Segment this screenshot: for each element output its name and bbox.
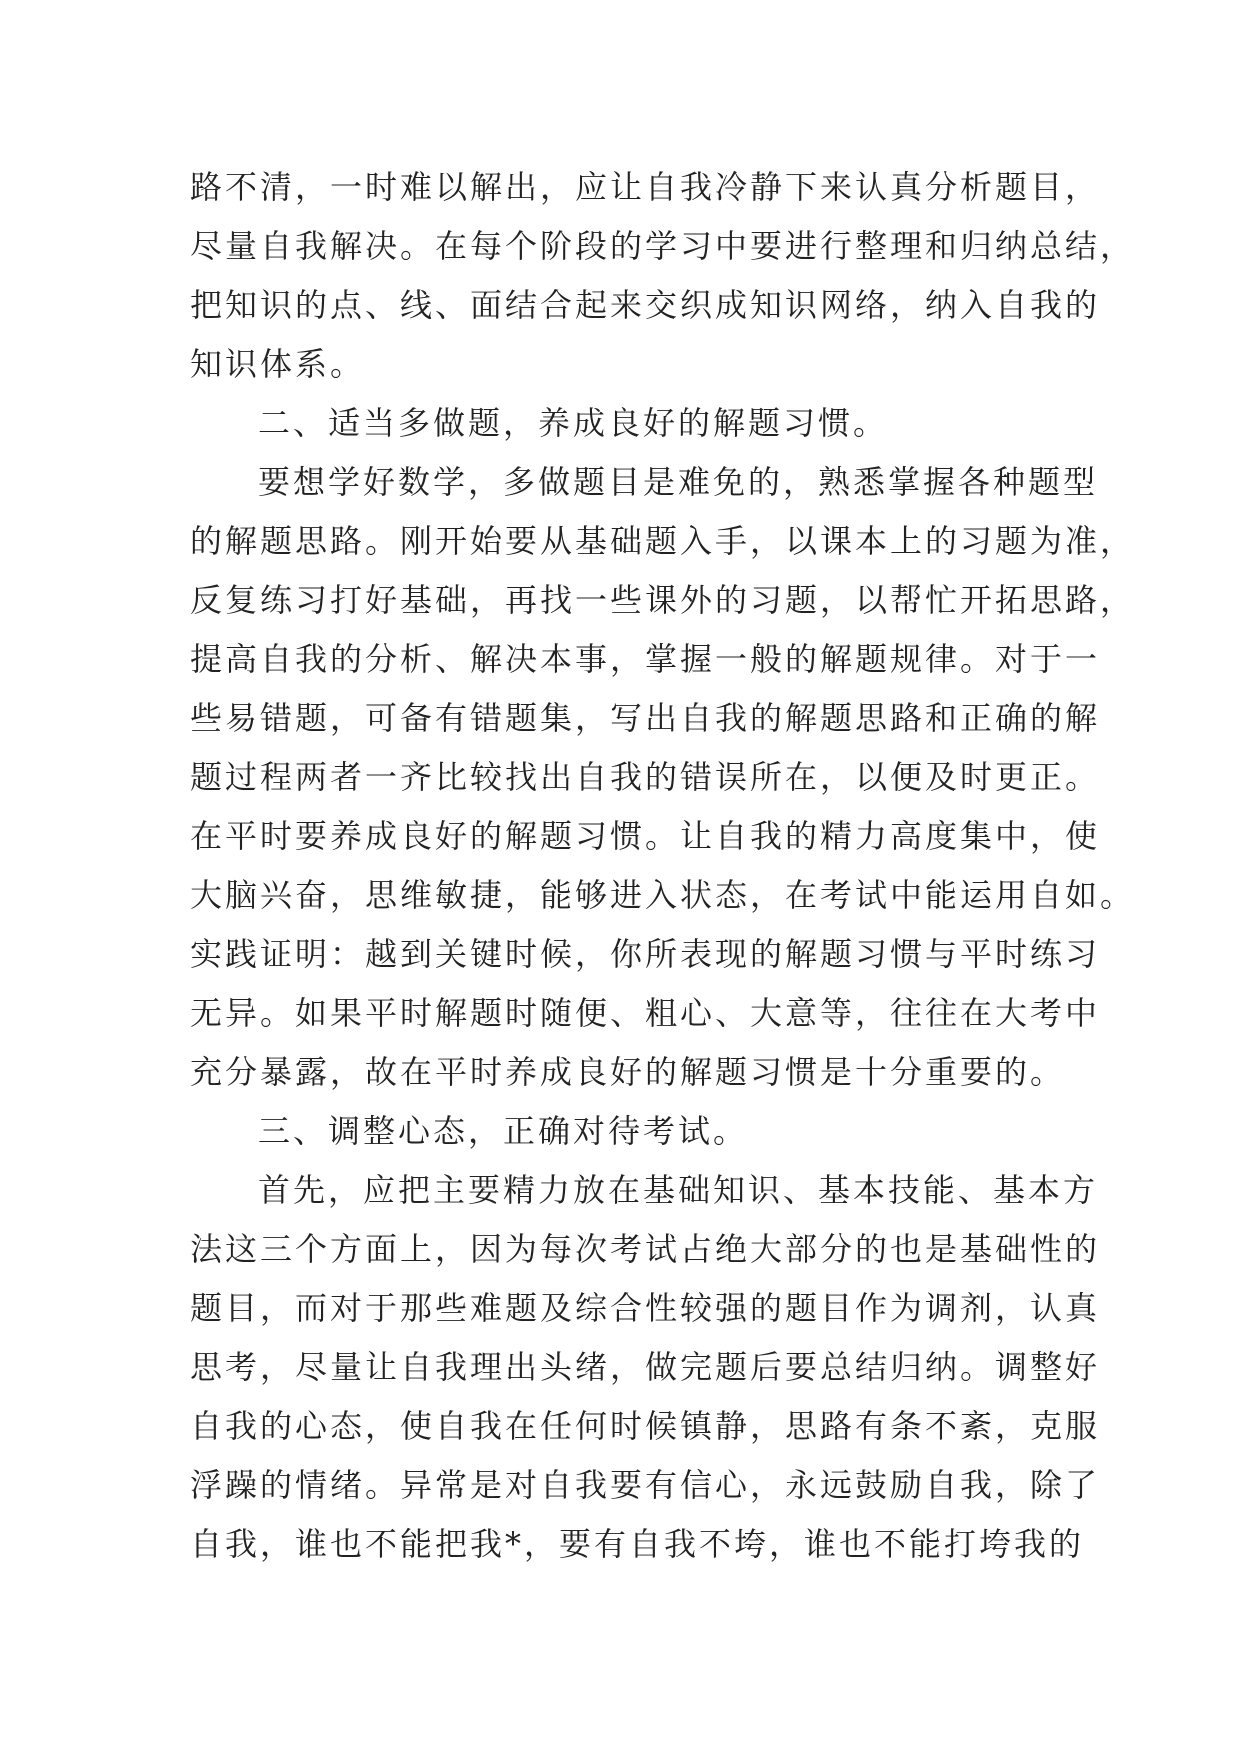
text-line: 法这三个方面上，因为每次考试占绝大部分的也是基础性的 (190, 1230, 1101, 1268)
text-line: 题过程两者一齐比较找出自我的错误所在，以便及时更正。 (190, 758, 1101, 796)
text-line: 路不清，一时难以解出，应让自我冷静下来认真分析题目， (190, 168, 1101, 206)
text-line: 知识体系。 (190, 345, 366, 383)
text-line: 浮躁的情绪。异常是对自我要有信心，永远鼓励自我，除了 (190, 1466, 1101, 1504)
paragraph-first-line: 首先，应把主要精力放在基础知识、基本技能、基本方 (258, 1171, 1099, 1209)
text-line: 尽量自我解决。在每个阶段的学习中要进行整理和归纳总结， (190, 227, 1136, 265)
text-line: 些易错题，可备有错题集，写出自我的解题思路和正确的解 (190, 699, 1101, 737)
text-line: 提高自我的分析、解决本事，掌握一般的解题规律。对于一 (190, 640, 1101, 678)
text-line: 实践证明：越到关键时候，你所表现的解题习惯与平时练习 (190, 935, 1101, 973)
paragraph-first-line: 要想学好数学，多做题目是难免的，熟悉掌握各种题型 (258, 463, 1099, 501)
text-line: 题目，而对于那些难题及综合性较强的题目作为调剂，认真 (190, 1289, 1101, 1327)
text-line: 自我的心态，使自我在任何时候镇静，思路有条不紊，克服 (190, 1407, 1101, 1445)
section-heading: 二、适当多做题，养成良好的解题习惯。 (258, 404, 889, 442)
text-line: 反复练习打好基础，再找一些课外的习题，以帮忙开拓思路， (190, 581, 1136, 619)
text-line: 无异。如果平时解题时随便、粗心、大意等，往往在大考中 (190, 994, 1101, 1032)
text-line: 的解题思路。刚开始要从基础题入手，以课本上的习题为准， (190, 522, 1136, 560)
text-line: 充分暴露，故在平时养成良好的解题习惯是十分重要的。 (190, 1053, 1066, 1091)
section-heading: 三、调整心态，正确对待考试。 (258, 1112, 749, 1150)
document-body (190, 158, 1136, 1574)
text-line: 思考，尽量让自我理出头绪，做完题后要总结归纳。调整好 (190, 1348, 1101, 1386)
text-line: 大脑兴奋，思维敏捷，能够进入状态，在考试中能运用自如。 (190, 876, 1136, 914)
text-line: 自我，谁也不能把我*，要有自我不垮，谁也不能打垮我的 (190, 1525, 1085, 1563)
text-line: 把知识的点、线、面结合起来交织成知识网络，纳入自我的 (190, 286, 1101, 324)
text-line: 在平时要养成良好的解题习惯。让自我的精力高度集中，使 (190, 817, 1101, 855)
